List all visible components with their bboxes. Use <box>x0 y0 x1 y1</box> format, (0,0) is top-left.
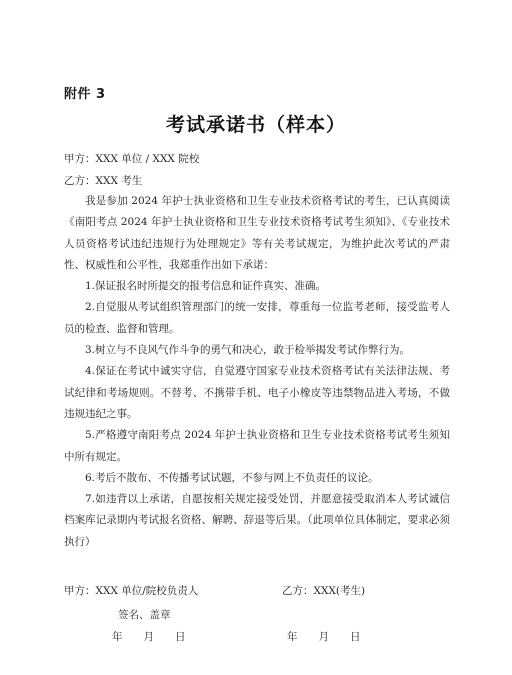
party-a-line: 甲方：XXX 单位 / XXX 院校 <box>64 153 200 165</box>
date-party-b: 年 月 日 <box>287 631 361 643</box>
commitment-item-2: 2.自觉服从考试组织管理部门的统一安排，尊重每一位监考老师，接受监考人员的检查、监督和管理。 <box>64 301 450 335</box>
commitment-item-3: 3.树立与不良风气作斗争的勇气和决心，敢于检举揭发考试作弊行为。 <box>85 344 411 357</box>
party-b-line: 乙方：XXX 考生 <box>64 175 143 187</box>
commitment-item-5: 5.严格遵守南阳考点 2024 年护士执业资格和卫生专业技术资格考试考生须知中所有规定。 <box>64 429 450 463</box>
commitment-item-1: 1.保证报名时所提交的报考信息和证件真实、准确。 <box>85 280 327 293</box>
commitment-item-4: 4.保证在考试中诚实守信，自觉遵守国家专业技术资格考试有关法律法规、考试纪律和考场规则。不替考、不携带手机、电子小橡皮等违禁物品进入考场，不做违规违纪之事。 <box>64 365 450 420</box>
commitment-item-6: 6.考后不散布、不传播考试试题，不参与网上不负责任的议论。 <box>85 471 379 484</box>
date-party-a: 年 月 日 <box>112 631 186 643</box>
signature-party-b: 乙方：XXX(考生) <box>282 585 366 597</box>
attachment-label: 附件 3 <box>64 87 106 102</box>
sign-and-seal-label: 签名、盖章 <box>118 609 171 621</box>
commitment-item-7: 7.如违背以上承诺，自愿按相关规定接受处罚，并愿意接受取消本人考试诚信档案库记录期内考试报名资格、解聘、辞退等后果。（此项单位具体制定，要求必须执行） <box>64 493 450 548</box>
intro-paragraph: 我是参加 2024 年护士执业资格和卫生专业技术资格考试的考生，已认真阅读《南阳考点 2024 年护士执业资格和卫生专业技术资格考试考生须知》、《专业技术人员资格考试违纪违规行为处理规定》等有关考试规定，为维护此次考试的严肃性、权威性和公平性，我郑重作出如下承诺： <box>64 195 450 271</box>
signature-party-a: 甲方：XXX 单位/院校负责人 <box>64 585 199 597</box>
document-title: 考试承诺书（样本） <box>165 114 346 136</box>
commitment-body <box>64 191 450 553</box>
